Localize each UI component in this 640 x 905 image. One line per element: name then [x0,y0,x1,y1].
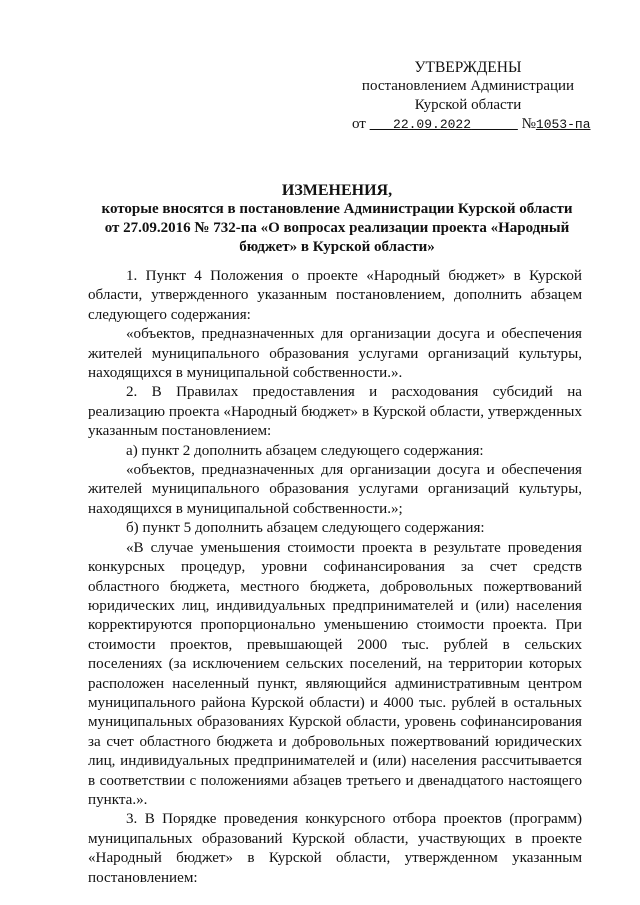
paragraph: «объектов, предназначенных для организации досуга и обеспечения жителей муниципального образования услугами организаций культуры, находящихся в муниципальной собственности.»; [88,462,582,517]
paragraph: 2. В Правилах предоставления и расходования субсидий на реализацию проекта «Народный бюджет» в Курской области, утвержденных указанным постановлением: [88,384,582,440]
paragraph: 3. В Порядке проведения конкурсного отбора проектов (программ) муниципальных образований Курской области, участвующих в проекте «Народный бюджет» в Курской области, утвержденном указанным постановлением: [88,811,582,886]
approval-stamp [352,58,591,134]
document-body [88,267,582,888]
document-subtitle-line-3: бюджет» в Курской области» [239,239,435,255]
approval-number: 1053-па [535,117,591,132]
paragraph: «В случае уменьшения стоимости проекта в результате проведения конкурсных процедур, уровни софинансирования за счет средств областного бюджета, местного бюджета, добровольных пожертвований юридических лиц, индивидуальных предпринимателей и (или) населения корректируются пропорционально уменьшению стоимости проекта. При стоимости проектов, превышающей 2000 тыс. рублей в сельских поселениях (за исключением сельских поселений, на территории которых расположен населенный пункт, являющийся административным центром муниципального района Курской области) и 4000 тыс. рублей в остальных муниципальных образованиях Курской области, уровень софинансирования за счет областного бюджета и добровольных пожертвований юридических лиц, индивидуальных предпринимателей и (или) населения рассчитывается в соответствии с положениями абзацев третьего и двенадцатого настоящего пункта.». [88,539,582,808]
paragraph: «объектов, предназначенных для организации досуга и обеспечения жителей муниципального образования услугами организаций культуры, находящихся в муниципальной собственности.». [88,326,582,382]
approval-date [370,117,518,132]
document-title: ИЗМЕНЕНИЯ, [281,182,393,199]
paragraph: а) пункт 2 дополнить абзацем следующего содержания: [126,442,484,459]
paragraph: б) пункт 5 дополнить абзацем следующего содержания: [126,520,485,537]
approval-date-number [352,115,591,134]
document-subtitle-line-2: от 27.09.2016 № 732-па «О вопросах реализации проекта «Народный [104,220,570,236]
date-prefix: от [352,116,366,132]
document-heading [88,181,586,257]
approval-line-1: постановлением Администрации [361,78,575,94]
number-prefix: № [521,116,536,132]
document-subtitle-line-1: которые вносятся в постановление Администрации Курской области [101,201,573,217]
paragraph: 1. Пункт 4 Положения о проекте «Народный бюджет» в Курской области, утвержденного указанным постановлением, дополнить абзацем следующего содержания: [88,268,582,323]
approval-line-2: Курской области [414,97,522,113]
approval-title: УТВЕРЖДЕНЫ [414,59,522,76]
approval-date-value: 22.09.2022 [393,117,472,132]
